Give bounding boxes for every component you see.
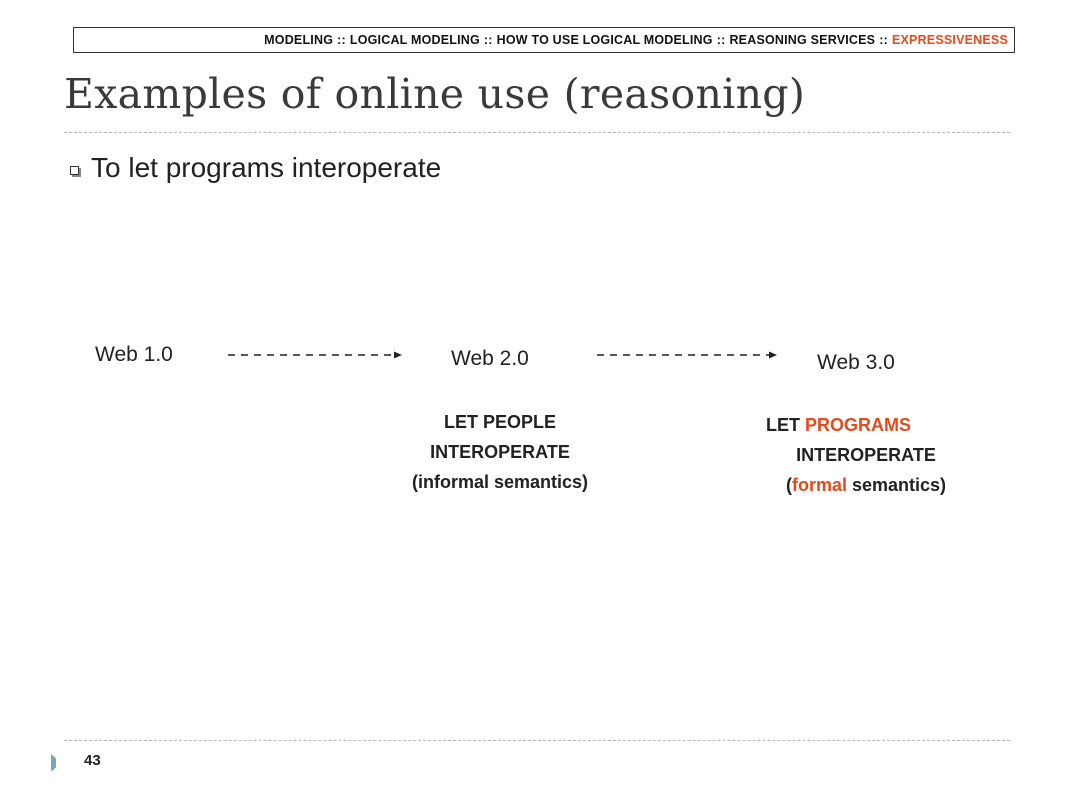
title-divider [64, 132, 1010, 133]
footer-divider [64, 740, 1010, 741]
web2-caption-line3: (informal semantics) [411, 472, 589, 492]
web3-caption-line1 [748, 410, 984, 440]
bullet-item [70, 152, 441, 184]
web2-caption-line2: INTEROPERATE [430, 442, 570, 462]
web3-caption-line2: INTEROPERATE [796, 445, 936, 465]
square-bullet-icon [70, 166, 79, 175]
web3-caption-rest: semantics) [846, 475, 947, 495]
triangle-marker-icon [50, 753, 56, 771]
breadcrumb-separator: :: [716, 33, 726, 47]
web3-caption-line3 [748, 470, 984, 500]
slide-title: Examples of online use (reasoning) [64, 70, 806, 118]
page-number: 43 [84, 752, 101, 769]
web3-caption-programs: PROGRAMS [805, 415, 912, 435]
breadcrumb-separator: :: [879, 33, 888, 47]
breadcrumb-item-modeling[interactable]: MODELING [264, 33, 334, 47]
breadcrumb-item-logical-modeling[interactable]: LOGICAL MODELING [349, 33, 480, 47]
breadcrumb-separator: :: [483, 33, 493, 47]
web2-caption-line1: LET PEOPLE [443, 412, 557, 432]
breadcrumb-item-how-to-use[interactable]: HOW TO USE LOGICAL MODELING [496, 33, 713, 47]
web3-caption-formal: formal [791, 475, 847, 495]
bullet-text: To let programs interoperate [91, 152, 442, 183]
dashed-arrow-2 [597, 349, 779, 361]
node-web-2: Web 2.0 [451, 347, 529, 370]
dashed-arrow-1 [228, 349, 404, 361]
web3-caption-open-paren: ( [785, 475, 792, 495]
web2-caption [382, 407, 618, 497]
web3-caption [748, 410, 984, 500]
breadcrumb-separator: :: [337, 33, 346, 47]
node-web-1: Web 1.0 [95, 343, 173, 366]
node-web-3: Web 3.0 [817, 351, 895, 374]
breadcrumb-item-expressiveness[interactable]: EXPRESSIVENESS [891, 33, 1008, 47]
web3-caption-prefix: LET [766, 415, 805, 435]
breadcrumb [73, 27, 1015, 53]
breadcrumb-item-reasoning-services[interactable]: REASONING SERVICES [729, 33, 876, 47]
